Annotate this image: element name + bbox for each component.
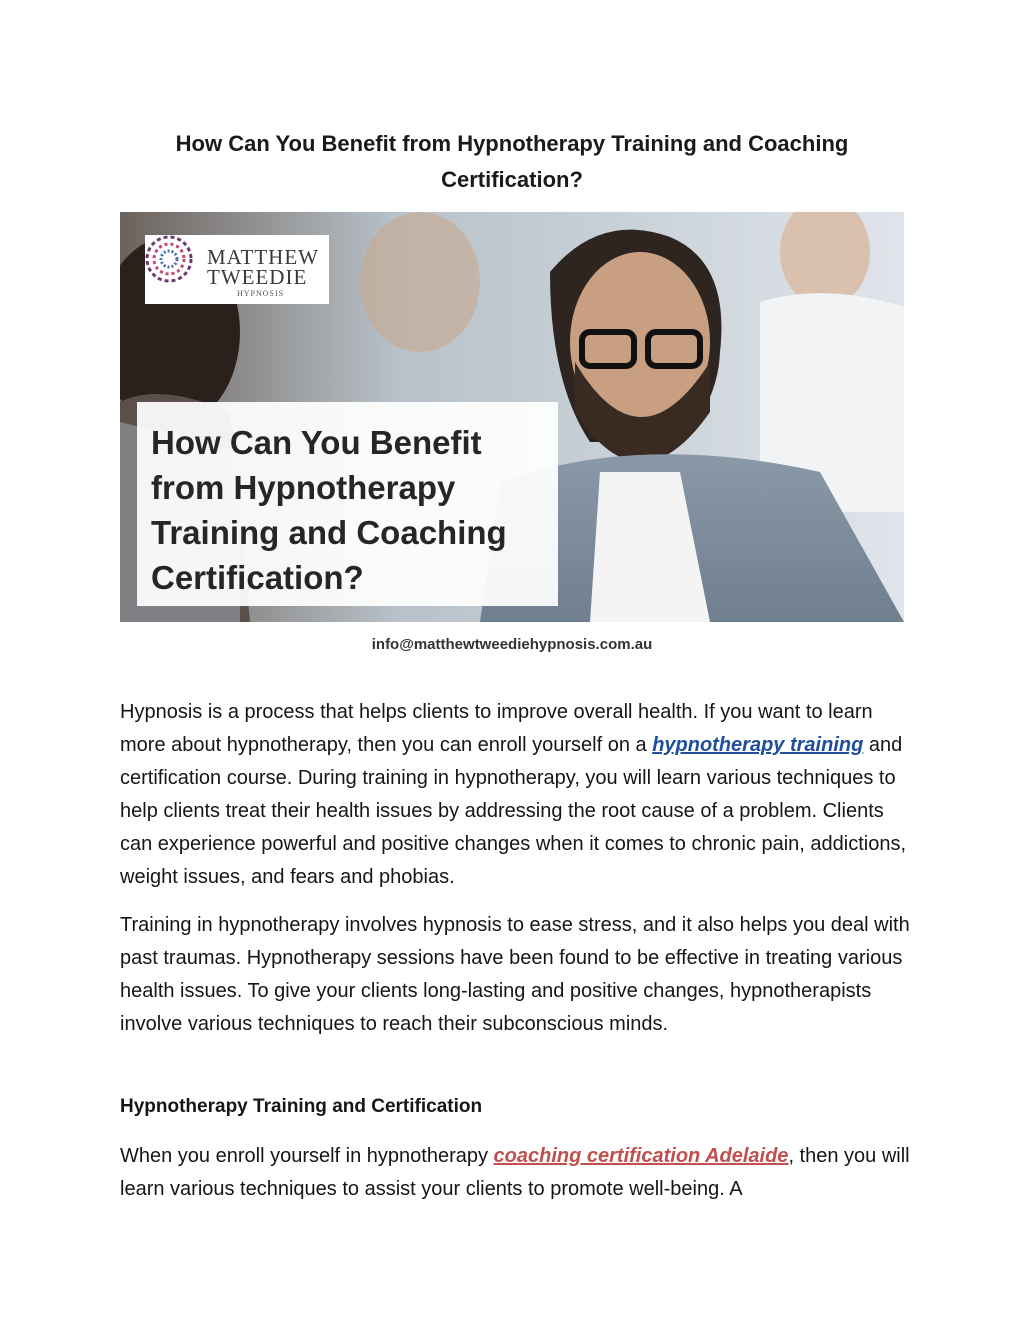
brand-logo — [145, 235, 329, 304]
paragraph-benefits: Training in hypnotherapy involves hypnosis to ease stress, and it also helps you deal with past traumas. Hypnotherapy sessions have been found to be effective in treating various health issues. To give your clients long-lasting and positive changes, hypnotherapists involve various techniques to reach their subconscious minds. — [120, 914, 910, 1035]
paragraph-certification-text-end: , then you will learn various techniques to assist your clients to promote well-being. A — [120, 1145, 910, 1200]
logo-text-line1: MATTHEW — [207, 245, 319, 269]
page-title-line2: Certification? — [441, 167, 583, 192]
logo-text-line3: HYPNOSIS — [237, 289, 285, 298]
banner-headline-line1: How Can You Benefit — [151, 424, 482, 461]
banner-headline-box — [137, 402, 558, 606]
banner-headline-line2: from Hypnotherapy — [151, 469, 456, 506]
logo-text-line2: TWEEDIE — [207, 265, 308, 289]
coaching-certification-link[interactable]: coaching certification Adelaide — [493, 1145, 789, 1167]
paragraph-certification-text-start: When you enroll yourself in hypnotherapy — [120, 1145, 494, 1167]
hypnotherapy-training-link[interactable]: hypnotherapy training — [652, 734, 864, 756]
page-title-line1: How Can You Benefit from Hypnotherapy Training and Coaching — [175, 131, 849, 156]
banner-headline — [151, 420, 551, 600]
logo-swirl-icon — [145, 235, 193, 283]
section-heading: Hypnotherapy Training and Certification — [120, 1096, 483, 1117]
page-title — [120, 126, 904, 198]
paragraph-certification — [120, 1140, 910, 1206]
hero-banner-image — [120, 212, 904, 622]
banner-headline-line4: Certification? — [151, 559, 364, 596]
paragraph-intro-text-start: Hypnosis is a process that helps clients to improve overall health. If you want to learn more about hypnotherapy, then you can enroll yourself on a — [120, 701, 873, 756]
banner-headline-line3: Training and Coaching — [151, 514, 507, 551]
contact-email: info@matthewtweediehypnosis.com.au — [371, 636, 653, 653]
paragraph-intro — [120, 696, 910, 894]
paragraph-intro-text-end: and certification course. During training in hypnotherapy, you will learn various techniques to help clients treat their health issues by addressing the root cause of a problem. Clients can experience powerful and positive changes when it comes to chronic pain, addictions, weight issues, and fears and phobias. — [120, 734, 907, 888]
